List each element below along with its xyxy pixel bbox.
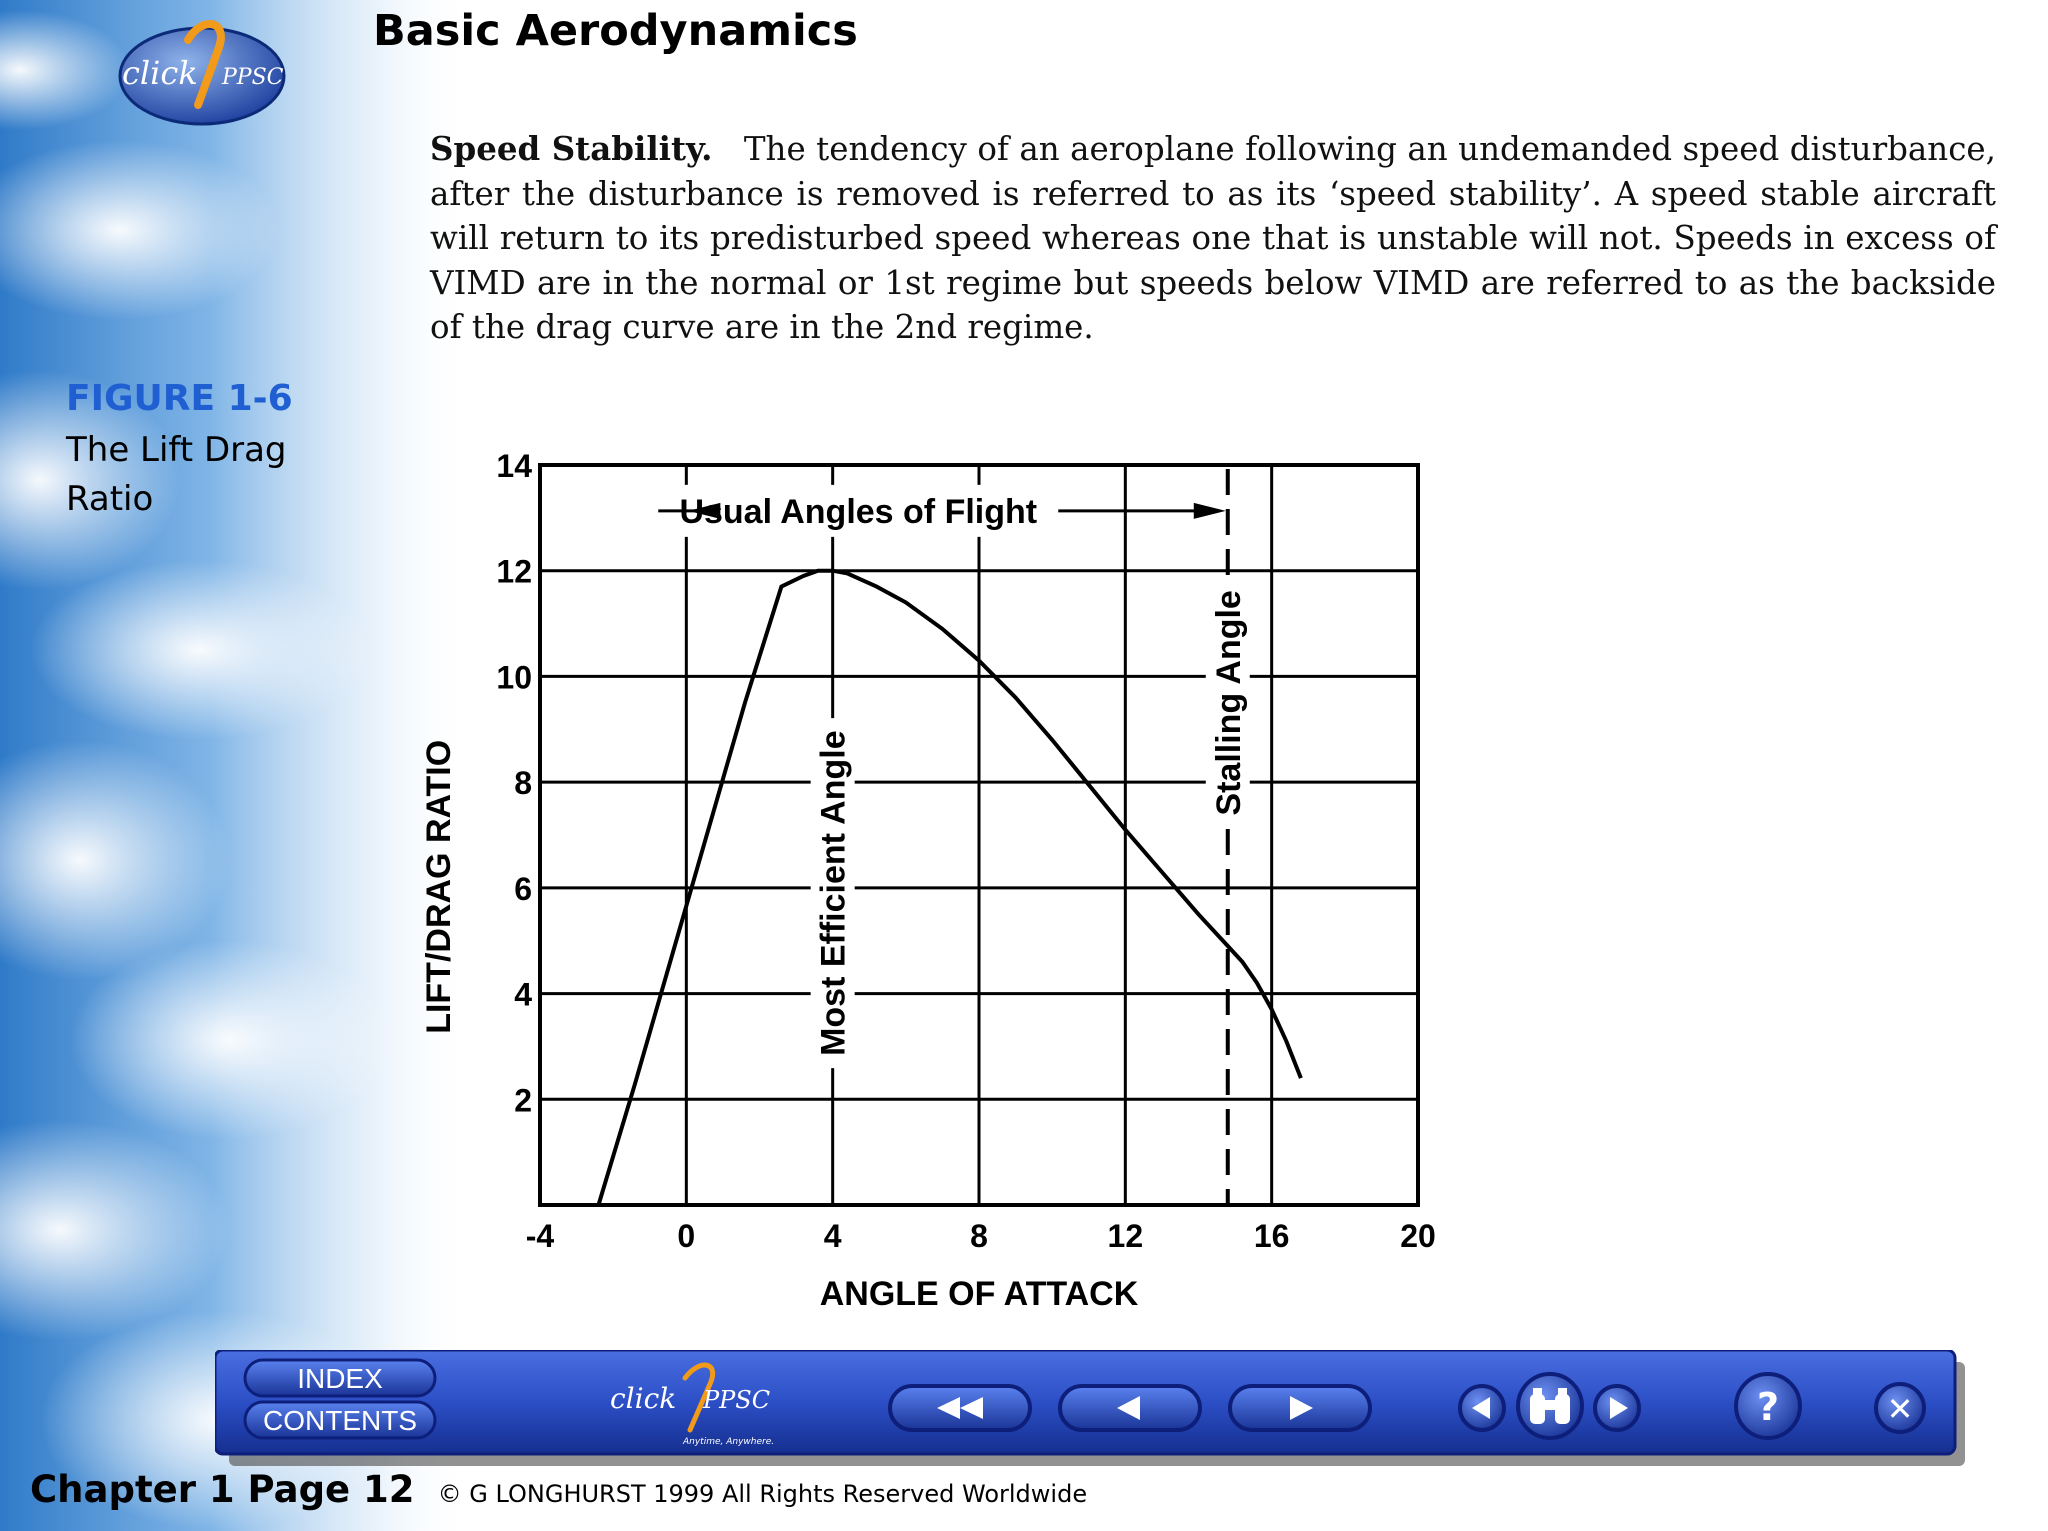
- chart-annotations: [658, 469, 1249, 1205]
- copyright-notice: © G LONGHURST 1999 All Rights Reserved Worldwide: [437, 1480, 1088, 1508]
- paragraph-text: The tendency of an aeroplane following an undemanded speed disturbance, after the disturbance is removed is referred to as its ‘speed stability’. A speed stable aircraft will return to its predisturbed speed whereas one that is unstable will not. Speeds in excess of VIMD are in the normal or 1st regime but speeds below VIMD are referred to as the backside of the drag curve are in the 2nd regime.: [430, 130, 1996, 346]
- svg-text:click: click: [610, 1382, 677, 1415]
- x-tick-label: 0: [677, 1218, 696, 1254]
- svg-text:click: click: [122, 54, 198, 92]
- y-tick-label: 10: [496, 659, 532, 696]
- x-tick-label: 20: [1400, 1218, 1436, 1254]
- arrowhead-right: [1194, 503, 1226, 519]
- back-button[interactable]: [1060, 1386, 1200, 1430]
- search-button[interactable]: [1518, 1374, 1582, 1438]
- navigation-bar: [215, 1350, 1965, 1466]
- y-tick-label: 2: [514, 1082, 532, 1119]
- svg-text:Anytime, Anywhere.: Anytime, Anywhere.: [683, 1437, 775, 1447]
- next-search-button[interactable]: [1595, 1386, 1639, 1430]
- click-ppsc-logo: [110, 10, 290, 128]
- contents-button[interactable]: [245, 1402, 435, 1438]
- most-efficient-label: Most Efficient Angle: [814, 730, 853, 1056]
- x-axis-label: ANGLE OF ATTACK: [819, 1275, 1139, 1313]
- y-tick-label: 6: [514, 870, 532, 907]
- stalling-angle-label: Stalling Angle: [1209, 590, 1248, 816]
- x-tick-label: -4: [525, 1218, 555, 1254]
- x-tick-label: 8: [970, 1218, 988, 1254]
- figure-label: FIGURE 1-6: [66, 378, 293, 419]
- paragraph-lead: Speed Stability.: [430, 129, 713, 168]
- sky-background: [0, 0, 470, 1531]
- svg-text:PPSC: PPSC: [703, 1386, 771, 1414]
- figure-caption: The Lift Drag Ratio: [66, 430, 287, 519]
- prev-search-button[interactable]: [1460, 1386, 1504, 1430]
- rewind-button[interactable]: [890, 1386, 1030, 1430]
- chapter-page-label: Chapter 1 Page 12: [30, 1468, 415, 1511]
- x-tick-label: 4: [823, 1218, 842, 1254]
- lift-drag-chart: [420, 435, 1640, 1335]
- contents-label: CONTENTS: [263, 1405, 417, 1436]
- svg-text:PPSC: PPSC: [222, 65, 284, 90]
- page-title: Basic Aerodynamics: [373, 6, 858, 56]
- close-button[interactable]: [1876, 1384, 1924, 1432]
- y-tick-label: 12: [496, 553, 532, 590]
- usual-angles-label: Usual Angles of Flight: [679, 492, 1038, 531]
- y-tick-labels: [496, 448, 532, 1118]
- y-tick-label: 14: [496, 448, 532, 484]
- forward-button[interactable]: [1230, 1386, 1370, 1430]
- close-icon: ✕: [1886, 1390, 1914, 1428]
- x-tick-label: 12: [1107, 1218, 1144, 1254]
- chart-grid: [540, 465, 1418, 1205]
- y-axis-label: LIFT/DRAG RATIO: [420, 739, 458, 1034]
- x-tick-labels: [526, 1218, 1436, 1254]
- footer: [30, 1468, 1087, 1518]
- index-button[interactable]: [245, 1360, 435, 1396]
- index-label: INDEX: [297, 1363, 383, 1394]
- y-tick-label: 8: [514, 765, 532, 802]
- y-tick-label: 4: [514, 976, 532, 1013]
- body-paragraph: [430, 127, 1996, 350]
- help-icon: ?: [1756, 1385, 1780, 1429]
- help-button[interactable]: [1736, 1374, 1800, 1438]
- x-tick-label: 16: [1253, 1218, 1290, 1254]
